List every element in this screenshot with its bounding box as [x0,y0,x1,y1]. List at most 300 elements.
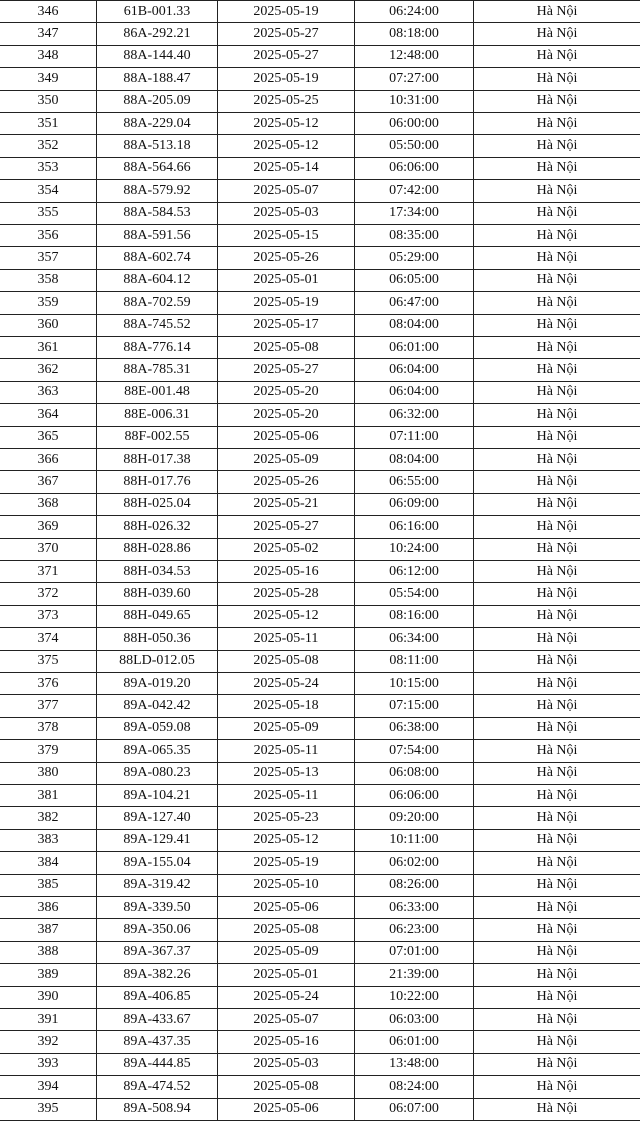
row-number-cell: 370 [37,541,59,557]
time-cell: 08:04:00 [354,449,473,470]
row-number-cell: 384 [37,854,59,870]
time-cell: 08:26:00 [354,875,473,896]
plate-number-cell: 88H-025.04 [96,494,217,515]
plate-number-cell: 88H-034.53 [96,561,217,582]
table-row [0,358,640,380]
time-cell: 10:15:00 [354,673,473,694]
plate-number-cell: 89A-065.35 [96,740,217,761]
plate-number-cell: 89A-474.52 [96,1076,217,1097]
location-cell: Hà Nội [473,180,640,201]
time-cell: 05:29:00 [354,247,473,268]
table-row [0,627,640,649]
date-cell: 2025-05-13 [217,763,354,784]
table-row [0,157,640,179]
time-cell: 06:08:00 [354,763,473,784]
plate-number-cell: 88A-513.18 [96,135,217,156]
date-cell: 2025-05-11 [217,740,354,761]
table-row [0,291,640,313]
plate-number-cell: 88H-050.36 [96,628,217,649]
location-cell: Hà Nội [473,628,640,649]
table-row [0,112,640,134]
row-number-cell: 374 [37,630,59,646]
plate-number-cell: 89A-437.35 [96,1031,217,1052]
location-cell: Hà Nội [473,830,640,851]
date-cell: 2025-05-23 [217,807,354,828]
location-cell: Hà Nội [473,740,640,761]
date-cell: 2025-05-11 [217,785,354,806]
table-row [0,986,640,1008]
table-row [0,224,640,246]
location-cell: Hà Nội [473,315,640,336]
table-row [0,45,640,67]
plate-number-cell: 88A-188.47 [96,68,217,89]
date-cell: 2025-05-20 [217,382,354,403]
plate-number-cell: 88H-026.32 [96,516,217,537]
location-cell: Hà Nội [473,1099,640,1120]
row-number-cell: 352 [37,138,59,154]
time-cell: 07:11:00 [354,427,473,448]
date-cell: 2025-05-12 [217,135,354,156]
table-row [0,269,640,291]
plate-number-cell: 89A-155.04 [96,852,217,873]
table-row [0,493,640,515]
time-cell: 06:38:00 [354,718,473,739]
plate-number-cell: 88H-049.65 [96,606,217,627]
plate-number-cell: 88E-001.48 [96,382,217,403]
date-cell: 2025-05-17 [217,315,354,336]
location-cell: Hà Nội [473,763,640,784]
table-row [0,1075,640,1097]
time-cell: 06:12:00 [354,561,473,582]
time-cell: 06:05:00 [354,270,473,291]
time-cell: 06:04:00 [354,359,473,380]
table-row [0,426,640,448]
date-cell: 2025-05-10 [217,875,354,896]
date-cell: 2025-05-09 [217,449,354,470]
date-cell: 2025-05-21 [217,494,354,515]
table-row [0,202,640,224]
date-cell: 2025-05-11 [217,628,354,649]
plate-number-cell: 88A-745.52 [96,315,217,336]
plate-number-cell: 89A-339.50 [96,897,217,918]
plate-number-cell: 88A-205.09 [96,91,217,112]
table-row [0,605,640,627]
location-cell: Hà Nội [473,919,640,940]
row-number-cell: 393 [37,1056,59,1072]
row-number-cell: 377 [37,698,59,714]
row-number-cell: 350 [37,93,59,109]
table-row [0,179,640,201]
row-number-cell: 395 [37,1101,59,1117]
row-number-cell: 364 [37,406,59,422]
plate-number-cell: 89A-508.94 [96,1099,217,1120]
row-number-cell: 358 [37,272,59,288]
row-number-cell: 371 [37,563,59,579]
row-number-cell: 373 [37,608,59,624]
date-cell: 2025-05-01 [217,270,354,291]
time-cell: 08:11:00 [354,651,473,672]
row-number-cell: 372 [37,586,59,602]
time-cell: 06:06:00 [354,158,473,179]
table-row [0,941,640,963]
time-cell: 06:01:00 [354,1031,473,1052]
date-cell: 2025-05-08 [217,1076,354,1097]
row-number-cell: 362 [37,362,59,378]
table-row [0,784,640,806]
table-row [0,829,640,851]
date-cell: 2025-05-27 [217,46,354,67]
date-cell: 2025-05-24 [217,673,354,694]
time-cell: 08:35:00 [354,225,473,246]
table-row [0,134,640,156]
row-number-cell: 354 [37,182,59,198]
date-cell: 2025-05-16 [217,1031,354,1052]
date-cell: 2025-05-27 [217,359,354,380]
plate-number-cell: 89A-104.21 [96,785,217,806]
row-number-cell: 390 [37,989,59,1005]
row-number-cell: 355 [37,205,59,221]
location-cell: Hà Nội [473,427,640,448]
location-cell: Hà Nội [473,91,640,112]
plate-number-cell: 88F-002.55 [96,427,217,448]
plate-number-cell: 89A-059.08 [96,718,217,739]
time-cell: 06:06:00 [354,785,473,806]
location-cell: Hà Nội [473,359,640,380]
time-cell: 13:48:00 [354,1054,473,1075]
row-number-cell: 346 [37,3,59,19]
date-cell: 2025-05-19 [217,68,354,89]
plate-number-cell: 88A-584.53 [96,203,217,224]
location-cell: Hà Nội [473,539,640,560]
time-cell: 07:01:00 [354,942,473,963]
plate-number-cell: 89A-350.06 [96,919,217,940]
location-cell: Hà Nội [473,494,640,515]
row-number-cell: 385 [37,877,59,893]
date-cell: 2025-05-08 [217,337,354,358]
plate-number-cell: 89A-433.67 [96,1009,217,1030]
date-cell: 2025-05-08 [217,919,354,940]
location-cell: Hà Nội [473,942,640,963]
date-cell: 2025-05-16 [217,561,354,582]
table-row [0,717,640,739]
location-cell: Hà Nội [473,449,640,470]
location-cell: Hà Nội [473,807,640,828]
location-cell: Hà Nội [473,113,640,134]
location-cell: Hà Nội [473,987,640,1008]
location-cell: Hà Nội [473,583,640,604]
row-number-cell: 366 [37,451,59,467]
table-row [0,470,640,492]
table-row [0,560,640,582]
time-cell: 06:47:00 [354,292,473,313]
row-number-cell: 386 [37,899,59,915]
date-cell: 2025-05-20 [217,404,354,425]
row-number-cell: 387 [37,922,59,938]
date-cell: 2025-05-28 [217,583,354,604]
plate-number-cell: 88A-604.12 [96,270,217,291]
table-row [0,963,640,985]
plate-number-cell: 61B-001.33 [96,1,217,22]
location-cell: Hà Nội [473,225,640,246]
location-cell: Hà Nội [473,247,640,268]
date-cell: 2025-05-09 [217,942,354,963]
time-cell: 12:48:00 [354,46,473,67]
plate-number-cell: 88A-602.74 [96,247,217,268]
date-cell: 2025-05-19 [217,1,354,22]
plate-number-cell: 88A-702.59 [96,292,217,313]
time-cell: 06:00:00 [354,113,473,134]
table-row [0,1008,640,1030]
table-row [0,851,640,873]
date-cell: 2025-05-27 [217,23,354,44]
location-cell: Hà Nội [473,46,640,67]
date-cell: 2025-05-08 [217,651,354,672]
plate-number-cell: 89A-382.26 [96,964,217,985]
location-cell: Hà Nội [473,1009,640,1030]
plate-number-cell: 88H-017.76 [96,471,217,492]
table-row [0,694,640,716]
plate-number-cell: 88H-017.38 [96,449,217,470]
date-cell: 2025-05-19 [217,292,354,313]
location-cell: Hà Nội [473,292,640,313]
row-number-cell: 367 [37,474,59,490]
location-cell: Hà Nội [473,270,640,291]
plate-number-cell: 89A-042.42 [96,695,217,716]
plate-number-cell: 88A-785.31 [96,359,217,380]
time-cell: 08:18:00 [354,23,473,44]
table-row [0,381,640,403]
table-row [0,739,640,761]
plate-number-cell: 88H-028.86 [96,539,217,560]
table-row [0,22,640,44]
date-cell: 2025-05-26 [217,247,354,268]
time-cell: 06:07:00 [354,1099,473,1120]
date-cell: 2025-05-18 [217,695,354,716]
plate-number-cell: 89A-127.40 [96,807,217,828]
table-row [0,1053,640,1075]
row-number-cell: 378 [37,720,59,736]
plate-number-cell: 88A-591.56 [96,225,217,246]
time-cell: 06:34:00 [354,628,473,649]
time-cell: 08:16:00 [354,606,473,627]
date-cell: 2025-05-01 [217,964,354,985]
row-number-cell: 348 [37,48,59,64]
date-cell: 2025-05-07 [217,180,354,201]
row-number-cell: 365 [37,429,59,445]
plate-number-cell: 86A-292.21 [96,23,217,44]
plate-number-cell: 89A-444.85 [96,1054,217,1075]
table-row [0,582,640,604]
time-cell: 06:03:00 [354,1009,473,1030]
time-cell: 06:55:00 [354,471,473,492]
table-row [0,896,640,918]
location-cell: Hà Nội [473,1,640,22]
time-cell: 10:31:00 [354,91,473,112]
table-row [0,874,640,896]
row-number-cell: 383 [37,832,59,848]
table-row [0,538,640,560]
plate-number-cell: 88H-039.60 [96,583,217,604]
plate-number-cell: 88E-006.31 [96,404,217,425]
row-number-cell: 382 [37,810,59,826]
date-cell: 2025-05-12 [217,830,354,851]
row-number-cell: 369 [37,518,59,534]
location-cell: Hà Nội [473,135,640,156]
time-cell: 10:24:00 [354,539,473,560]
row-number-cell: 388 [37,944,59,960]
plate-number-cell: 89A-129.41 [96,830,217,851]
plate-number-cell: 88A-579.92 [96,180,217,201]
table-row [0,672,640,694]
time-cell: 05:54:00 [354,583,473,604]
location-cell: Hà Nội [473,516,640,537]
time-cell: 06:04:00 [354,382,473,403]
location-cell: Hà Nội [473,68,640,89]
location-cell: Hà Nội [473,875,640,896]
date-cell: 2025-05-02 [217,539,354,560]
location-cell: Hà Nội [473,23,640,44]
location-cell: Hà Nội [473,382,640,403]
plate-number-cell: 89A-367.37 [96,942,217,963]
row-number-cell: 391 [37,1011,59,1027]
row-number-cell: 381 [37,787,59,803]
date-cell: 2025-05-06 [217,1099,354,1120]
plate-number-cell: 89A-019.20 [96,673,217,694]
location-cell: Hà Nội [473,337,640,358]
table-row [0,403,640,425]
row-number-cell: 353 [37,160,59,176]
table-row [0,0,640,22]
time-cell: 06:32:00 [354,404,473,425]
row-number-cell: 379 [37,742,59,758]
table-row [0,90,640,112]
plate-number-cell: 88LD-012.05 [96,651,217,672]
location-cell: Hà Nội [473,718,640,739]
time-cell: 06:33:00 [354,897,473,918]
time-cell: 10:22:00 [354,987,473,1008]
time-cell: 06:24:00 [354,1,473,22]
row-number-cell: 361 [37,339,59,355]
date-cell: 2025-05-15 [217,225,354,246]
location-cell: Hà Nội [473,852,640,873]
date-cell: 2025-05-06 [217,897,354,918]
row-number-cell: 376 [37,675,59,691]
table-row [0,314,640,336]
table-row [0,515,640,537]
time-cell: 08:24:00 [354,1076,473,1097]
plate-number-cell: 88A-564.66 [96,158,217,179]
date-cell: 2025-05-25 [217,91,354,112]
time-cell: 06:09:00 [354,494,473,515]
date-cell: 2025-05-19 [217,852,354,873]
time-cell: 09:20:00 [354,807,473,828]
row-number-cell: 389 [37,966,59,982]
row-number-cell: 363 [37,384,59,400]
location-cell: Hà Nội [473,404,640,425]
table-row [0,650,640,672]
location-cell: Hà Nội [473,785,640,806]
row-number-cell: 392 [37,1034,59,1050]
plate-number-cell: 88A-776.14 [96,337,217,358]
table-row [0,806,640,828]
location-cell: Hà Nội [473,1076,640,1097]
plate-number-cell: 88A-144.40 [96,46,217,67]
row-number-cell: 356 [37,227,59,243]
table-row [0,1030,640,1052]
location-cell: Hà Nội [473,203,640,224]
location-cell: Hà Nội [473,964,640,985]
table-row [0,918,640,940]
date-cell: 2025-05-03 [217,203,354,224]
date-cell: 2025-05-03 [217,1054,354,1075]
table-row [0,67,640,89]
time-cell: 05:50:00 [354,135,473,156]
location-cell: Hà Nội [473,651,640,672]
location-cell: Hà Nội [473,561,640,582]
location-cell: Hà Nội [473,1054,640,1075]
date-cell: 2025-05-24 [217,987,354,1008]
time-cell: 07:42:00 [354,180,473,201]
time-cell: 06:16:00 [354,516,473,537]
row-number-cell: 359 [37,294,59,310]
time-cell: 06:02:00 [354,852,473,873]
plate-number-cell: 89A-080.23 [96,763,217,784]
location-cell: Hà Nội [473,606,640,627]
time-cell: 06:01:00 [354,337,473,358]
date-cell: 2025-05-14 [217,158,354,179]
time-cell: 08:04:00 [354,315,473,336]
location-cell: Hà Nội [473,897,640,918]
table-row [0,336,640,358]
row-number-cell: 394 [37,1078,59,1094]
date-cell: 2025-05-12 [217,113,354,134]
row-number-cell: 347 [37,26,59,42]
location-cell: Hà Nội [473,1031,640,1052]
date-cell: 2025-05-09 [217,718,354,739]
location-cell: Hà Nội [473,695,640,716]
date-cell: 2025-05-12 [217,606,354,627]
table-row [0,762,640,784]
row-number-cell: 368 [37,496,59,512]
row-number-cell: 349 [37,70,59,86]
plate-number-cell: 88A-229.04 [96,113,217,134]
plate-number-cell: 89A-319.42 [96,875,217,896]
time-cell: 17:34:00 [354,203,473,224]
location-cell: Hà Nội [473,158,640,179]
time-cell: 10:11:00 [354,830,473,851]
location-cell: Hà Nội [473,471,640,492]
table-row [0,448,640,470]
time-cell: 06:23:00 [354,919,473,940]
time-cell: 07:27:00 [354,68,473,89]
row-number-cell: 380 [37,765,59,781]
table-row [0,246,640,268]
date-cell: 2025-05-07 [217,1009,354,1030]
date-cell: 2025-05-27 [217,516,354,537]
date-cell: 2025-05-26 [217,471,354,492]
row-number-cell: 351 [37,115,59,131]
row-number-cell: 375 [37,653,59,669]
date-cell: 2025-05-06 [217,427,354,448]
row-number-cell: 357 [37,250,59,266]
time-cell: 21:39:00 [354,964,473,985]
time-cell: 07:15:00 [354,695,473,716]
time-cell: 07:54:00 [354,740,473,761]
row-number-cell: 360 [37,317,59,333]
table-row [0,1098,640,1121]
plate-number-cell: 89A-406.85 [96,987,217,1008]
location-cell: Hà Nội [473,673,640,694]
